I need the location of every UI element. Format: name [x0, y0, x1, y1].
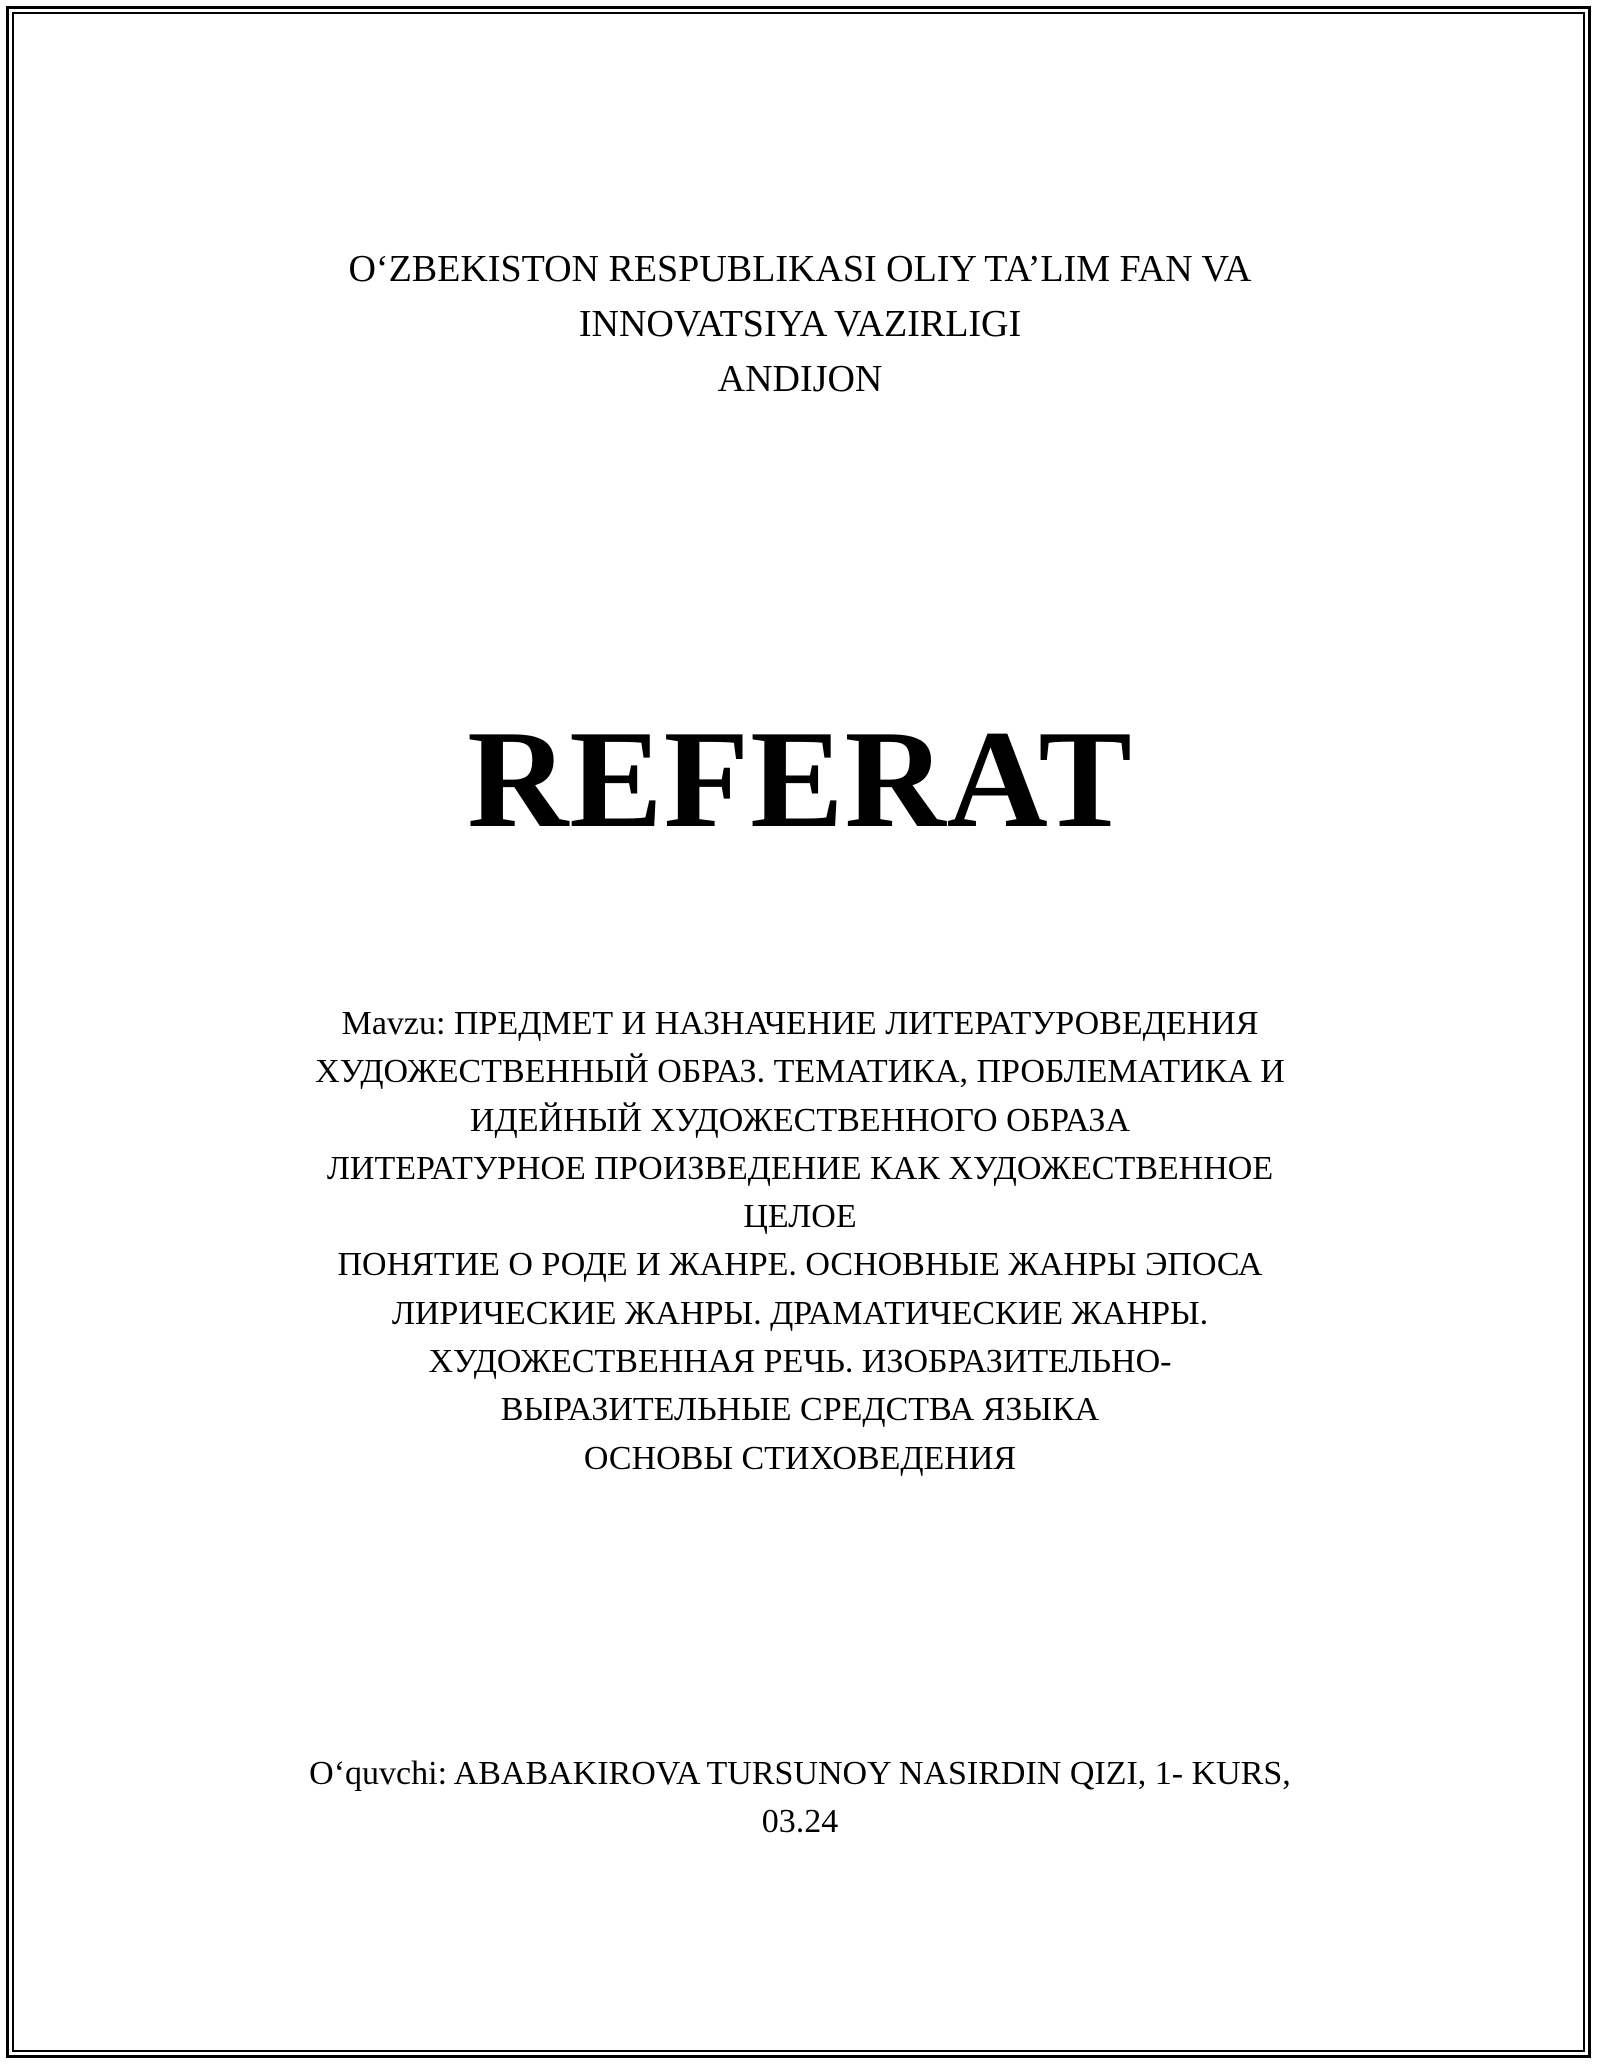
header-line: INNOVATSIYA VAZIRLIGI [578, 303, 1022, 345]
header-line: ANDIJON [717, 358, 883, 400]
topic-block [0, 1000, 1600, 1483]
topic-line: Mavzu: ПРЕДМЕТ И НАЗНАЧЕНИЕ ЛИТЕРАТУРОВЕДЕНИЯ [341, 1005, 1259, 1042]
student-line: 03.24 [761, 1803, 839, 1840]
header-line: O‘ZBEKISTON RESPUBLIKASI OLIY TA’LIM FAN VA [348, 248, 1252, 290]
student-line: O‘quvchi: ABABAKIROVA TURSUNOY NASIRDIN QIZI, 1- KURS, [309, 1755, 1291, 1792]
student-info [0, 1750, 1600, 1846]
document-title: REFERAT [467, 702, 1133, 857]
topic-line: ЛИТЕРАТУРНОЕ ПРОИЗВЕДЕНИЕ КАК ХУДОЖЕСТВЕННОЕ [326, 1149, 1274, 1187]
topic-line: ИДЕЙНЫЙ ХУДОЖЕСТВЕННОГО ОБРАЗА [470, 1101, 1130, 1139]
topic-line: ХУДОЖЕСТВЕННЫЙ ОБРАЗ. ТЕМАТИКА, ПРОБЛЕМАТИКА И [315, 1053, 1285, 1091]
topic-line: ХУДОЖЕСТВЕННАЯ РЕЧЬ. ИЗОБРАЗИТЕЛЬНО- [428, 1343, 1172, 1381]
topic-line: ПОНЯТИЕ О РОДЕ И ЖАНРЕ. ОСНОВНЫЕ ЖАНРЫ ЭПОСА [337, 1246, 1263, 1284]
topic-line: ОСНОВЫ СТИХОВЕДЕНИЯ [583, 1439, 1017, 1477]
topic-line: ЛИРИЧЕСКИЕ ЖАНРЫ. ДРАМАТИЧЕСКИЕ ЖАНРЫ. [391, 1294, 1209, 1332]
topic-line: ЦЕЛОЕ [743, 1198, 857, 1236]
topic-line: ВЫРАЗИТЕЛЬНЫЕ СРЕДСТВА ЯЗЫКА [500, 1391, 1100, 1429]
ministry-header [0, 242, 1600, 407]
